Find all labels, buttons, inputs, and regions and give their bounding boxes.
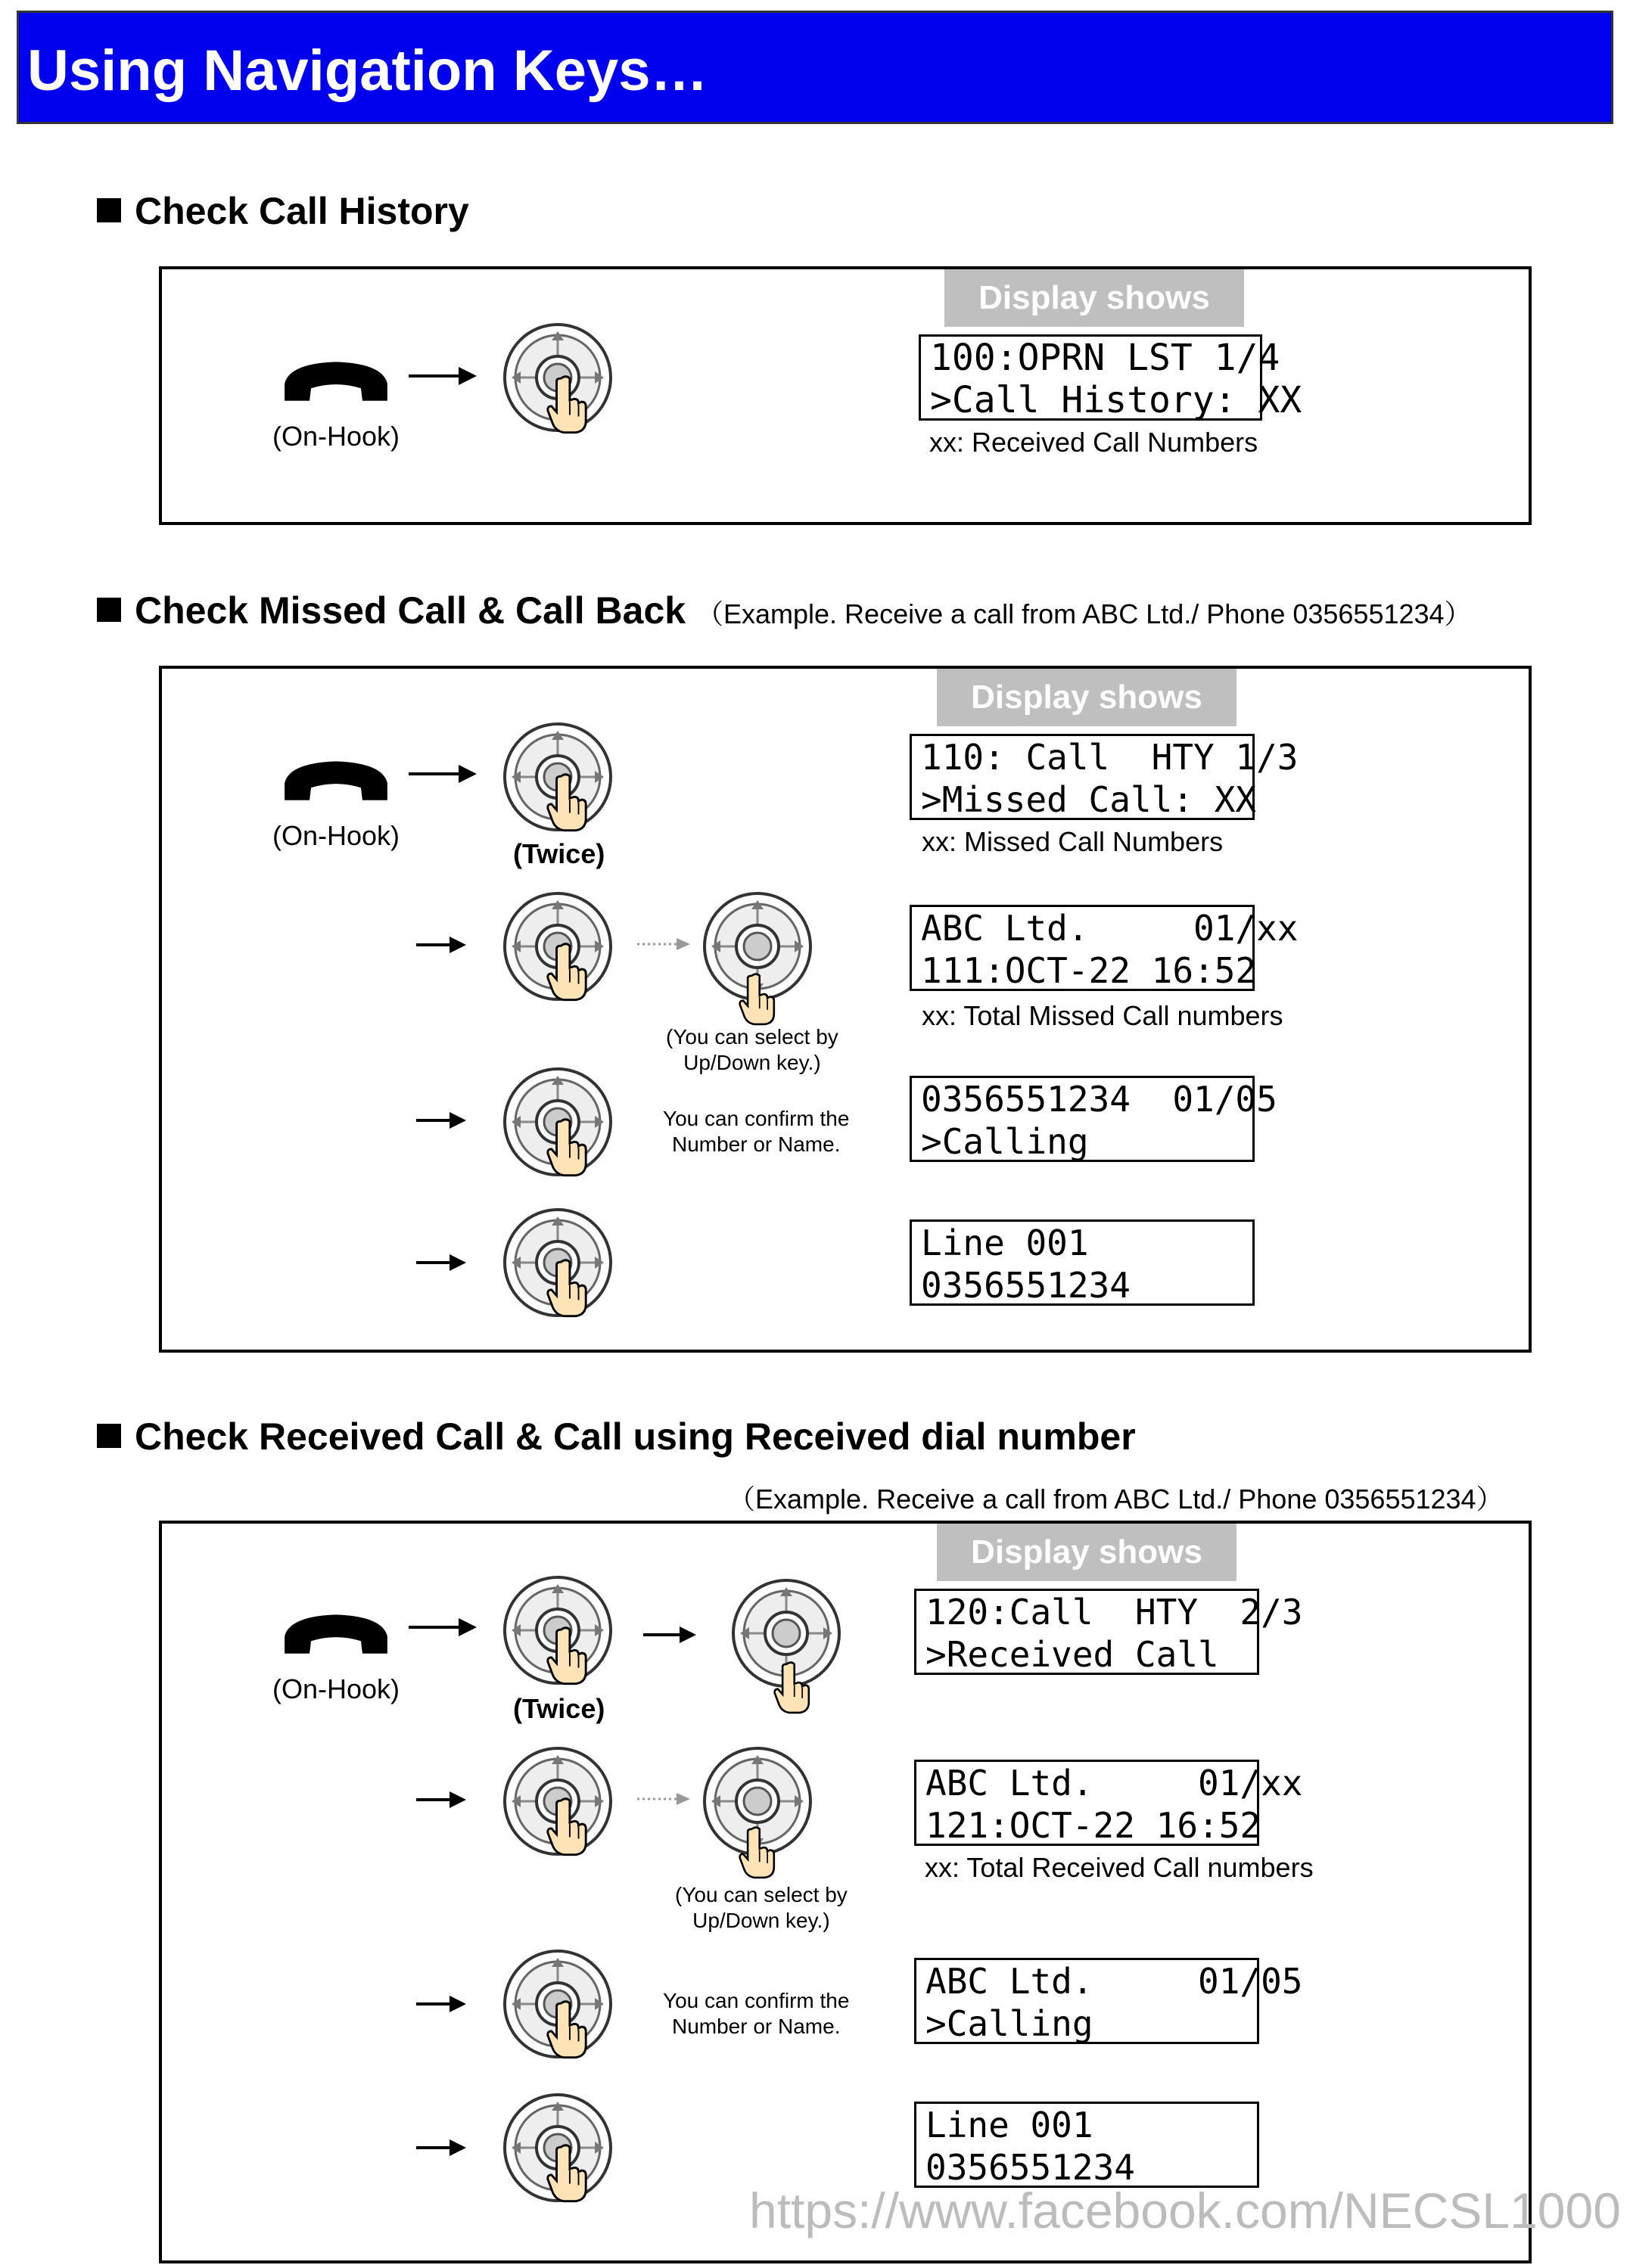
on-hook-label: (On-Hook) bbox=[272, 1673, 400, 1704]
arrow-right-icon bbox=[415, 1787, 468, 1813]
arrow-right-icon bbox=[415, 1991, 468, 2017]
pointing-hand-icon bbox=[546, 2144, 590, 2203]
lcd-line-2: 111:OCT-22 16:52 bbox=[921, 950, 1257, 991]
lcd-display bbox=[910, 905, 1299, 991]
lcd-line-2: 0356551234 bbox=[925, 2147, 1135, 2188]
lcd-display bbox=[910, 1219, 1255, 1306]
lcd-line-1: 120:Call HTY 2/3 bbox=[925, 1592, 1303, 1633]
pointing-hand-icon bbox=[546, 1259, 590, 1318]
example-note: （Example. Receive a call from ABC Ltd./ Phone 0356551234） bbox=[695, 598, 1472, 629]
lcd-display bbox=[914, 1589, 1303, 1675]
bullet-square bbox=[97, 598, 121, 622]
arrow-right-icon bbox=[415, 1250, 468, 1275]
page-title: Using Navigation Keys… bbox=[27, 39, 708, 103]
pointing-hand-icon bbox=[546, 375, 590, 434]
lcd-display bbox=[914, 1958, 1303, 2044]
pointing-hand-icon bbox=[546, 1797, 590, 1856]
pointing-hand-icon bbox=[773, 1661, 813, 1714]
lcd-line-2: 0356551234 bbox=[921, 1265, 1131, 1306]
pointing-hand-icon bbox=[546, 773, 590, 832]
handset-icon bbox=[282, 357, 390, 404]
pointing-hand-icon bbox=[739, 973, 778, 1026]
lcd-line-1: 110: Call HTY 1/3 bbox=[921, 737, 1299, 778]
lcd-caption: xx: Total Received Call numbers bbox=[925, 1852, 1314, 1883]
arrow-right-icon bbox=[407, 761, 478, 787]
arrow-right-icon bbox=[407, 1614, 478, 1640]
handset-icon bbox=[282, 1610, 390, 1657]
section-received-call-title: Check Received Call & Call using Received dial number bbox=[97, 1415, 1136, 1459]
lcd-caption: xx: Missed Call Numbers bbox=[922, 826, 1224, 857]
lcd-line-1: Line 001 bbox=[921, 1223, 1089, 1263]
lcd-display bbox=[914, 2102, 1259, 2188]
on-hook-label: (On-Hook) bbox=[272, 421, 400, 452]
lcd-line-2: >Missed Call: XX bbox=[921, 779, 1257, 820]
watermark-url: https://www.facebook.com/NECSL1000 bbox=[749, 2183, 1621, 2238]
lcd-display bbox=[914, 1760, 1303, 1846]
lcd-line-2: 121:OCT-22 16:52 bbox=[925, 1805, 1261, 1846]
twice-label: (Twice) bbox=[513, 838, 605, 869]
confirm-hint: You can confirm the Number or Name. bbox=[663, 1989, 850, 2038]
handset-icon bbox=[282, 757, 390, 803]
lcd-line-1: ABC Ltd. 01/xx bbox=[925, 1763, 1303, 1804]
select-hint: (You can select by Up/Down key.) bbox=[675, 1883, 848, 1932]
arrow-right-icon bbox=[407, 363, 478, 389]
lcd-line-2: >Calling bbox=[925, 2003, 1093, 2044]
lcd-display bbox=[910, 1076, 1277, 1162]
on-hook-label: (On-Hook) bbox=[272, 820, 400, 851]
select-hint: (You can select by Up/Down key.) bbox=[666, 1025, 838, 1074]
section-call-history-title: Check Call History bbox=[97, 189, 469, 233]
pointing-hand-icon bbox=[546, 1118, 590, 1177]
pointing-hand-icon bbox=[739, 1826, 778, 1879]
arrow-right-icon bbox=[415, 2135, 468, 2161]
bullet-square bbox=[97, 1424, 121, 1448]
arrow-right-icon bbox=[415, 932, 468, 958]
lcd-line-1: ABC Ltd. 01/xx bbox=[921, 908, 1299, 949]
lcd-line-2: >Call History: XX bbox=[930, 379, 1302, 421]
lcd-line-1: Line 001 bbox=[925, 2105, 1093, 2145]
lcd-caption: xx: Received Call Numbers bbox=[929, 427, 1258, 458]
lcd-line-1: 100:OPRN LST 1/4 bbox=[930, 337, 1280, 379]
dotted-arrow-icon bbox=[636, 935, 692, 953]
lcd-line-1: 0356551234 01/05 bbox=[921, 1079, 1277, 1120]
lcd-display bbox=[910, 734, 1299, 820]
display-shows-label: Display shows bbox=[937, 669, 1236, 726]
example-note: （Example. Receive a call from ABC Ltd./ Phone 0356551234） bbox=[728, 1484, 1504, 1515]
dotted-arrow-icon bbox=[636, 1790, 692, 1808]
arrow-right-icon bbox=[642, 1622, 698, 1648]
display-shows-label: Display shows bbox=[937, 1524, 1236, 1581]
bullet-square bbox=[97, 198, 121, 222]
pointing-hand-icon bbox=[546, 943, 590, 1002]
lcd-line-2: >Received Call bbox=[925, 1634, 1219, 1675]
lcd-caption: xx: Total Missed Call numbers bbox=[922, 1000, 1283, 1031]
lcd-line-2: >Calling bbox=[921, 1121, 1089, 1162]
pointing-hand-icon bbox=[546, 1626, 590, 1685]
confirm-hint: You can confirm the Number or Name. bbox=[663, 1107, 850, 1156]
section-missed-call-title: Check Missed Call & Call Back （Example. Receive a call from ABC Ltd./ Phone 0356551234） bbox=[97, 589, 1472, 632]
lcd-line-1: ABC Ltd. 01/05 bbox=[925, 1961, 1303, 2002]
display-shows-label: Display shows bbox=[944, 269, 1244, 327]
pointing-hand-icon bbox=[546, 2000, 590, 2059]
twice-label: (Twice) bbox=[513, 1693, 605, 1724]
lcd-display bbox=[919, 334, 1302, 421]
arrow-right-icon bbox=[415, 1108, 468, 1133]
